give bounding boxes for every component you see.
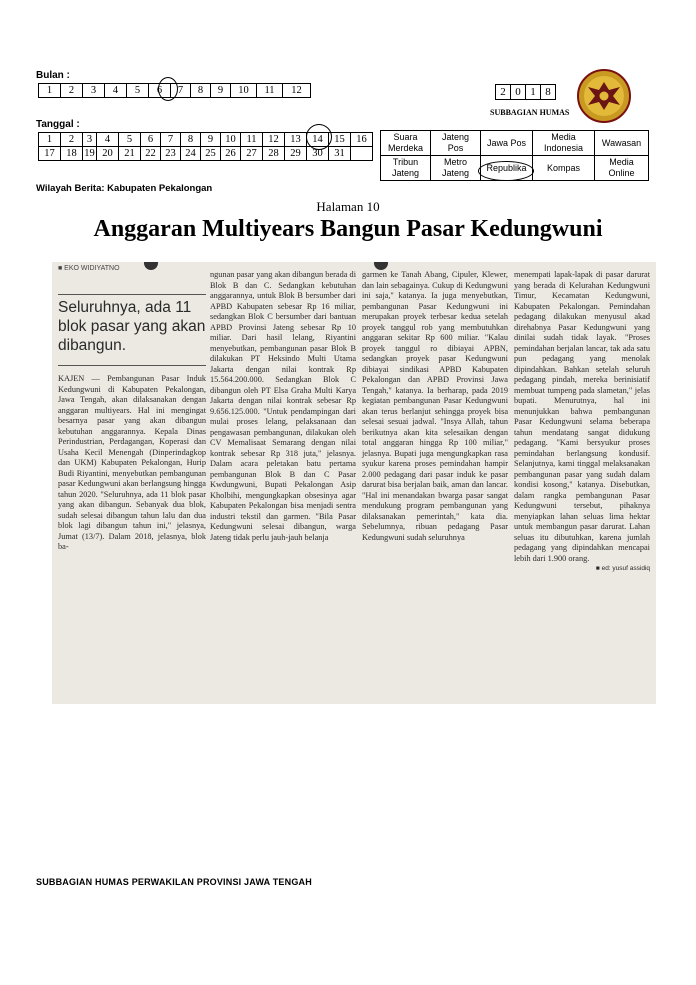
pullquote-rule-top: [58, 294, 206, 295]
media-cell: Media Online: [595, 156, 649, 181]
org-name: SUBBAGIAN HUMAS: [490, 108, 570, 117]
date-cell: 24: [181, 147, 201, 161]
garuda-logo: [576, 68, 632, 124]
date-cell: 25: [201, 147, 221, 161]
date-cell: 27: [241, 147, 263, 161]
date-cell: 10: [221, 133, 241, 147]
date-cell: 22: [141, 147, 161, 161]
month-cell: 11: [257, 84, 283, 98]
column-text: menempati lapak-lapak di pasar darurat yang berada di Kelurahan Kedungwuni Timur, Kecamatan Kedungwuni, Kabupaten Pekalongan. Pemindahan pedagang dilakukan menyusul akad direhabnya Pasar Kedungwuni yang dinilai sudah tidak layak. "Proses pemindahan berjalan lancar, tak ada satu pun pedagang yang menolak dipindahkan. Bahkan setelah seluruh pedagang pindah, mereka berinisiatif membuat tumpeng pada slametan," jelas bupati. Menurutnya, hal ini menunjukkan bahwa pembangunan Pasar Kedungwuni selama beberapa tahun mendatang sangat didukung pedagang. "Kami bersyukur proses pemindahan berlangsung kondusif. Selanjutnya, kami tinggal melaksanakan pembangunan pasar yang sudah dalam kondisi kosong," katanya. Disebutkan, dalam rangka pembangunan Pasar Kedungwuni tersebut, pihaknya menyiapkan lahan seluas lima hektar untuk membangun pasar darurat. Lahan seluas itu dibutuhkan, karena jumlah pedagang yang dipindahkan mencapai lebih dari 1.900 orang.: [514, 270, 650, 563]
date-cell: 13: [285, 133, 307, 147]
media-cell: Media Indonesia: [533, 131, 595, 156]
date-cell: 14: [307, 133, 329, 147]
month-cell: 2: [61, 84, 83, 98]
month-cell: 10: [231, 84, 257, 98]
headline: Anggaran Multiyears Bangun Pasar Kedungwuni: [93, 216, 603, 242]
date-cell: 18: [61, 147, 83, 161]
date-cell: 19: [84, 148, 95, 159]
month-cell: 5: [127, 84, 149, 98]
column-text: garmen ke Tanah Abang, Cipuler, Klewer, dan lain sebagainya. Cukup di Kedungwuni ini saja," katanya. Ia juga menyebutkan, pembangunan Pasar Kedungwuni ini merupakan proyek terbesar kedua setelah proyek tanggul rob yang membutuhkan anggaran sekitar Rp 600 miliar. "Kalau proyek tanggul ro dibiayai APBN, sedangkan proyek pasar Kedungwuni dibiayai sindikasi APBD Kabupaten Pekalongan dan APBD Provinsi Jawa Tengah," katanya. Ia berharap, pada 2019 kegiatan pembangunan Pasar Kedungwuni akan terus berlanjut sehingga proyek bisa selesai sesuai jadwal. "Insya Allah, tahun berikutnya akan kita selesaikan dengan total anggaran hingga Rp 100 miliar," jelasnya. Bupati juga mengungkapkan rasa syukur karena proses pemindahan hampir 2.000 pedagang dari pasar induk ke pasar darurat bisa berjalan baik, aman dan lancar. "Hal ini menandakan bwarga pasar sangat mendukung program pembangunan yang dilaksanakan pemerintah," kata dia. Sebelumnya, ribuan pedagang Pasar Kedungwuni sudah seluruhnya: [362, 270, 508, 542]
date-cell: [351, 147, 373, 161]
bulan-label: Bulan :: [36, 70, 70, 81]
article-column-3: [362, 270, 508, 543]
column-text: ngunan pasar yang akan dibangun berada di Blok B dan C. Sedangkan kebutuhan anggarannya, untuk Blok B bersumber dari APBD Kabupaten sebesar Rp 16 miliar, sedangkan Blok C bersumber dari bantuan APBD Provinsi Jateng sebesar Rp 10 miliar. Dari hasil lelang, Riyantini menyebutkan, pembangunan pasar Blok B dilakukan PT Heksindo Multi Utama Jakarta dengan nilai kontrak Rp 15.564.200.000. Sedangkan Blok C dibangun oleh PT Elsa Graha Multi Karya Jakarta dengan nilai kontrak sebesar Rp 9.656.125.000. "Untuk pendampingan dari mulai proses lelang, pelaksanaan dan pengawasan pembangunan, dilakukan oleh CV Memalisaat Semarang dengan nilai kontrak sebesar Rp 318 juta," jelasnya. Dalam acara peletakan batu pertama pembangunan Blok B dan C Pasar Kwdungwuni, Bupati Pekalongan Asip Kholbihi, mengungkapkan obsesinya agar Kabupaten Pekalongan bisa menjadi sentra industri tekstil dan garmen. "Bila Pasar Kedungwuni selesai dibangun, warga Jateng tidak perlu jauh-jauh belanja: [210, 270, 356, 542]
month-cell: 6: [149, 84, 171, 98]
pullquote: Seluruhnya, ada 11 blok pasar yang akan dibangun.: [58, 299, 206, 354]
date-cell: 16: [351, 133, 373, 147]
month-cell: 7: [171, 84, 191, 98]
date-cell: 15: [329, 133, 351, 147]
date-cell: 4: [97, 133, 119, 147]
media-cell: Tribun Jateng: [381, 156, 431, 181]
article-column-4: [514, 270, 650, 575]
byline: ■ EKO WIDIYATNO: [58, 265, 120, 272]
month-cell: 3: [83, 84, 105, 98]
date-cell: 30: [307, 147, 329, 161]
date-cell: 9: [201, 133, 221, 147]
news-clipping: [52, 262, 656, 704]
date-cell: 20: [97, 147, 119, 161]
date-cell: 1: [39, 133, 61, 147]
date-cell: 3: [83, 133, 97, 147]
editor-credit: ■ ed: yusuf assidiq: [595, 565, 650, 572]
year-digit-cell: 8: [541, 85, 556, 100]
date-cell: 29: [285, 147, 307, 161]
tanggal-selected-circle: [306, 124, 332, 150]
date-cell: 28: [263, 147, 285, 161]
media-cell: Republika: [481, 156, 533, 181]
media-cell: Suara Merdeka: [381, 131, 431, 156]
media-selected-circle: [478, 161, 534, 181]
date-cell: 11: [241, 133, 263, 147]
tanggal-label: Tanggal :: [36, 119, 80, 130]
article-column-2: [210, 270, 356, 543]
media-cell: Metro Jateng: [431, 156, 481, 181]
date-cell: 23: [161, 147, 181, 161]
date-cell: 21: [119, 147, 141, 161]
date-cell: 8: [181, 133, 201, 147]
date-cell: 12: [263, 133, 285, 147]
media-cell: Jawa Pos: [481, 131, 533, 156]
media-cell: Jateng Pos: [431, 131, 481, 156]
date-cell: 6: [141, 133, 161, 147]
article-column-1: [58, 374, 206, 553]
halaman: Halaman 10: [316, 199, 380, 214]
month-cell: 4: [105, 84, 127, 98]
year-digit-cell: 2: [496, 85, 511, 100]
media-cell: Wawasan: [595, 131, 649, 156]
month-cell: 1: [39, 84, 61, 98]
footer: SUBBAGIAN HUMAS PERWAKILAN PROVINSI JAWA TENGAH: [36, 877, 312, 887]
column-text: KAJEN — Pembangunan Pasar Induk Kedungwuni di Kabupaten Pekalongan, Jawa Tengah, akan dilaksanakan dengan anggaran multiyears. Hal ini mengingat besarnya pasar yang akan dibangun kebutuhan anggarannya. Kepala Dinas Perindustrian, Perdagangan, Koperasi dan Usaha Kecil Menengah (Dinperindagkop dan UKM) Kabupaten Pekalongan, Hurip Budi Riyantini, menyebutkan pembangunan pasar Kedungwuni akan berlangsung hingga tahun 2020. "Seluruhnya, ada 11 blok pasar yang akan dibangun. Sebanyak dua blok, sudah selesai dibangun tahun lalu dan dua blok lagi dibangun tahun ini," jelasnya, Jumat (13/7). Dalam 2018, jelasnya, blok ba-: [58, 374, 206, 551]
date-cell: 26: [221, 147, 241, 161]
wilayah-berita: Wilayah Berita: Kabupaten Pekalongan: [36, 183, 213, 194]
date-cell: 17: [39, 147, 61, 161]
date-cell: 31: [329, 147, 351, 161]
date-cell: 5: [119, 133, 141, 147]
month-cell: 9: [211, 84, 231, 98]
scan-mark: [374, 262, 388, 270]
month-cell: 12: [283, 84, 311, 98]
year-boxes: [495, 84, 556, 100]
month-cell: 8: [191, 84, 211, 98]
media-cell: Kompas: [533, 156, 595, 181]
date-cell: 7: [161, 133, 181, 147]
date-cell: 2: [61, 133, 83, 147]
scan-mark: [144, 262, 158, 270]
year-digit-cell: 0: [511, 85, 526, 100]
pullquote-rule-bottom: [58, 365, 206, 366]
year-digit-cell: 1: [526, 85, 541, 100]
bulan-selected-circle: [158, 77, 178, 101]
